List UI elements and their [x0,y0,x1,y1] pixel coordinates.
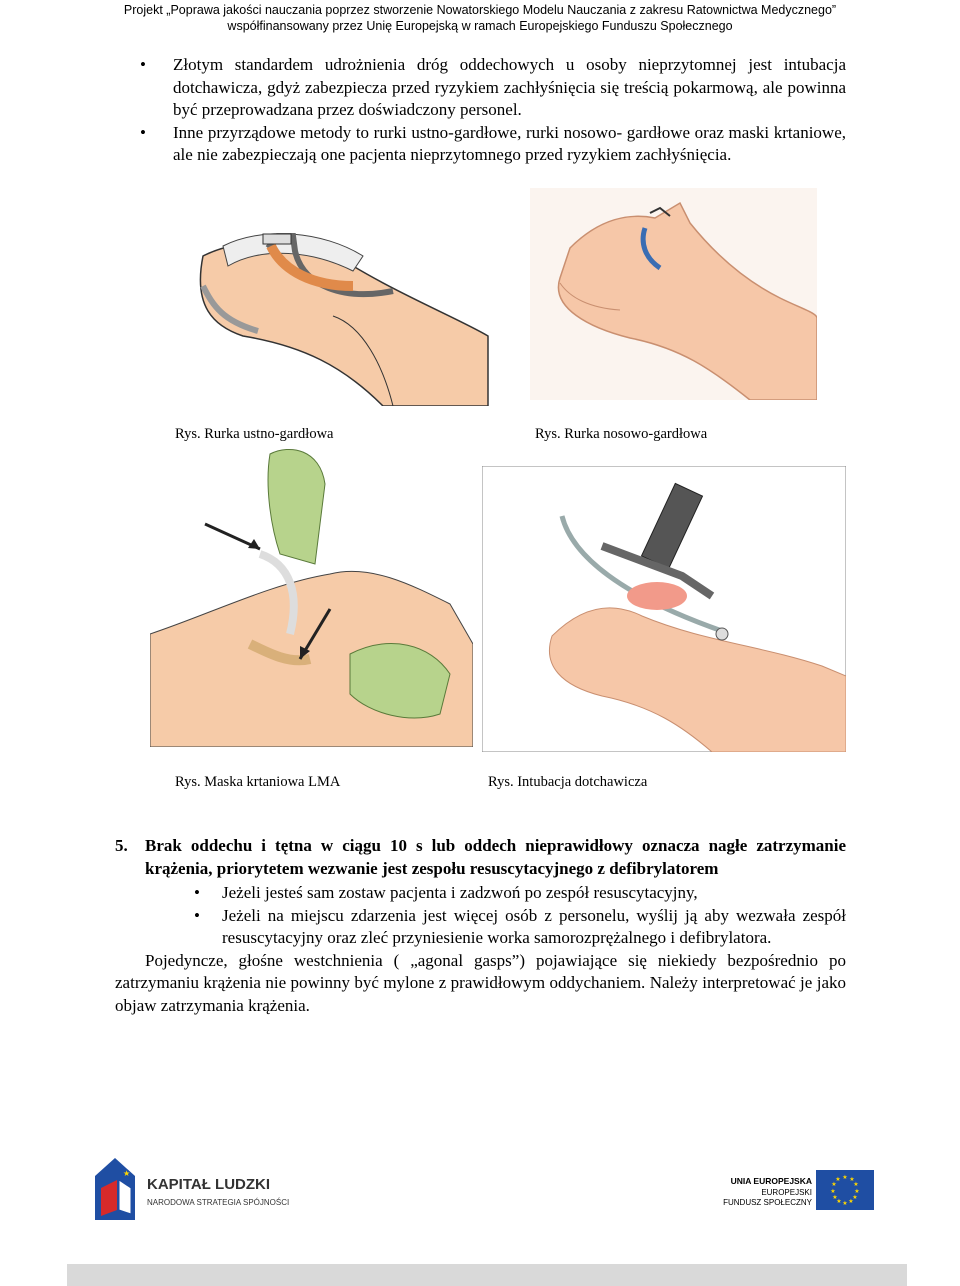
bullet-dot-icon: • [194,883,200,902]
svg-text:★: ★ [123,1169,131,1178]
eu-flag-icon [816,1170,874,1210]
figure-laryngeal-mask [150,444,473,747]
section-5-paragraph: Pojedyncze, głośne westchnienia ( „agonal gasps”) pojawiające się niekiedy bezpośrednio po zatrzymaniu krążenia nie powinny być mylone z prawidłowym oddychaniem. Należy interpretować je jako objaw zatrzymania krążenia. [115,950,846,1015]
eu-label-line3: FUNDUSZ SPOŁECZNY [723,1198,812,1207]
section-5-item [194,905,846,950]
svg-text:★: ★ [830,1188,836,1195]
svg-text:★: ★ [831,1181,837,1188]
page-header [0,0,960,34]
svg-text:★: ★ [848,1198,854,1205]
bullet-text: Inne przyrządowe metody to rurki ustno-gardłowe, rurki nosowo- gardłowe oraz maski krtaniowe, ale nie zabezpieczają one pacjenta nieprzytomnego przed ryzykiem zachłyśnięcia. [173,122,846,164]
section-5 [115,835,846,1017]
svg-text:★: ★ [849,1176,855,1183]
eu-fund-logo [690,1168,880,1228]
caption-oropharyngeal: Rys. Rurka ustno-gardłowa [175,426,334,442]
svg-text:★: ★ [832,1194,838,1201]
section-5-heading [115,835,846,880]
footer-bar [67,1264,907,1286]
section-heading-text: Brak oddechu i tętna w ciągu 10 s lub oddech nieprawidłowy oznacza nagłe zatrzymanie krążenia, priorytetem wezwanie jest zespołu resuscytacyjnego z defibrylatorem [145,836,846,878]
section-item-text: Jeżeli jesteś sam zostaw pacjenta i zadzwoń po zespół resuscytacyjny, [222,883,698,902]
bullet-dot-icon: • [194,905,200,925]
svg-text:★: ★ [835,1176,841,1183]
section-number: 5. [115,836,128,855]
section-item-text: Jeżeli na miejscu zdarzenia jest więcej osób z personelu, wyślij ją aby wezwała zespół resuscytacyjny oraz zleć przyniesienie worka samorozprężalnego i defibrylatora. [222,905,846,947]
caption-nasopharyngeal: Rys. Rurka nosowo-gardłowa [535,426,708,442]
svg-text:★: ★ [836,1198,842,1205]
kapital-ludzki-logo [95,1158,295,1224]
eu-label-line1: UNIA EUROPEJSKA [730,1176,812,1186]
kapital-ludzki-subtitle: NARODOWA STRATEGIA SPÓJNOŚCI [147,1198,290,1207]
bullet-item [140,54,846,122]
bullet-dot-icon: • [140,122,146,142]
eu-label-line2: EUROPEJSKI [761,1188,812,1197]
header-project-title: Projekt „Poprawa jakości nauczania poprzez stworzenie Nowatorskiego Modelu Nauczania z zakresu Ratownictwa Medycznego” [123,3,837,17]
svg-text:★: ★ [854,1188,860,1195]
svg-text:★: ★ [853,1181,859,1188]
svg-text:★: ★ [842,1174,848,1181]
figure-nasopharyngeal-airway [530,188,817,400]
caption-lma: Rys. Maska krtaniowa LMA [175,774,341,790]
kapital-ludzki-icon [95,1158,135,1220]
svg-text:★: ★ [852,1194,858,1201]
header-cofinancing-note: współfinansowany przez Unię Europejską w ramach Europejskiego Funduszu Społecznego [227,19,733,33]
kapital-ludzki-title: KAPITAŁ LUDZKI [147,1176,271,1193]
figure-oropharyngeal-airway [183,226,493,406]
caption-intubation: Rys. Intubacja dotchawicza [488,774,648,790]
figure-intubation [482,466,846,752]
bullet-item [140,122,846,167]
bullet-text: Złotym standardem udrożnienia dróg oddechowych u osoby nieprzytomnej jest intubacja dotchawicza, gdyż zabezpiecza przed ryzykiem zachłyśnięcia się treścią pokarmową, ale powinna być przeprowadzana przez doświadczony personel. [173,55,846,119]
section-5-item [194,882,846,905]
bullet-list [140,54,846,167]
svg-text:★: ★ [842,1200,848,1207]
bullet-dot-icon: • [140,55,146,74]
